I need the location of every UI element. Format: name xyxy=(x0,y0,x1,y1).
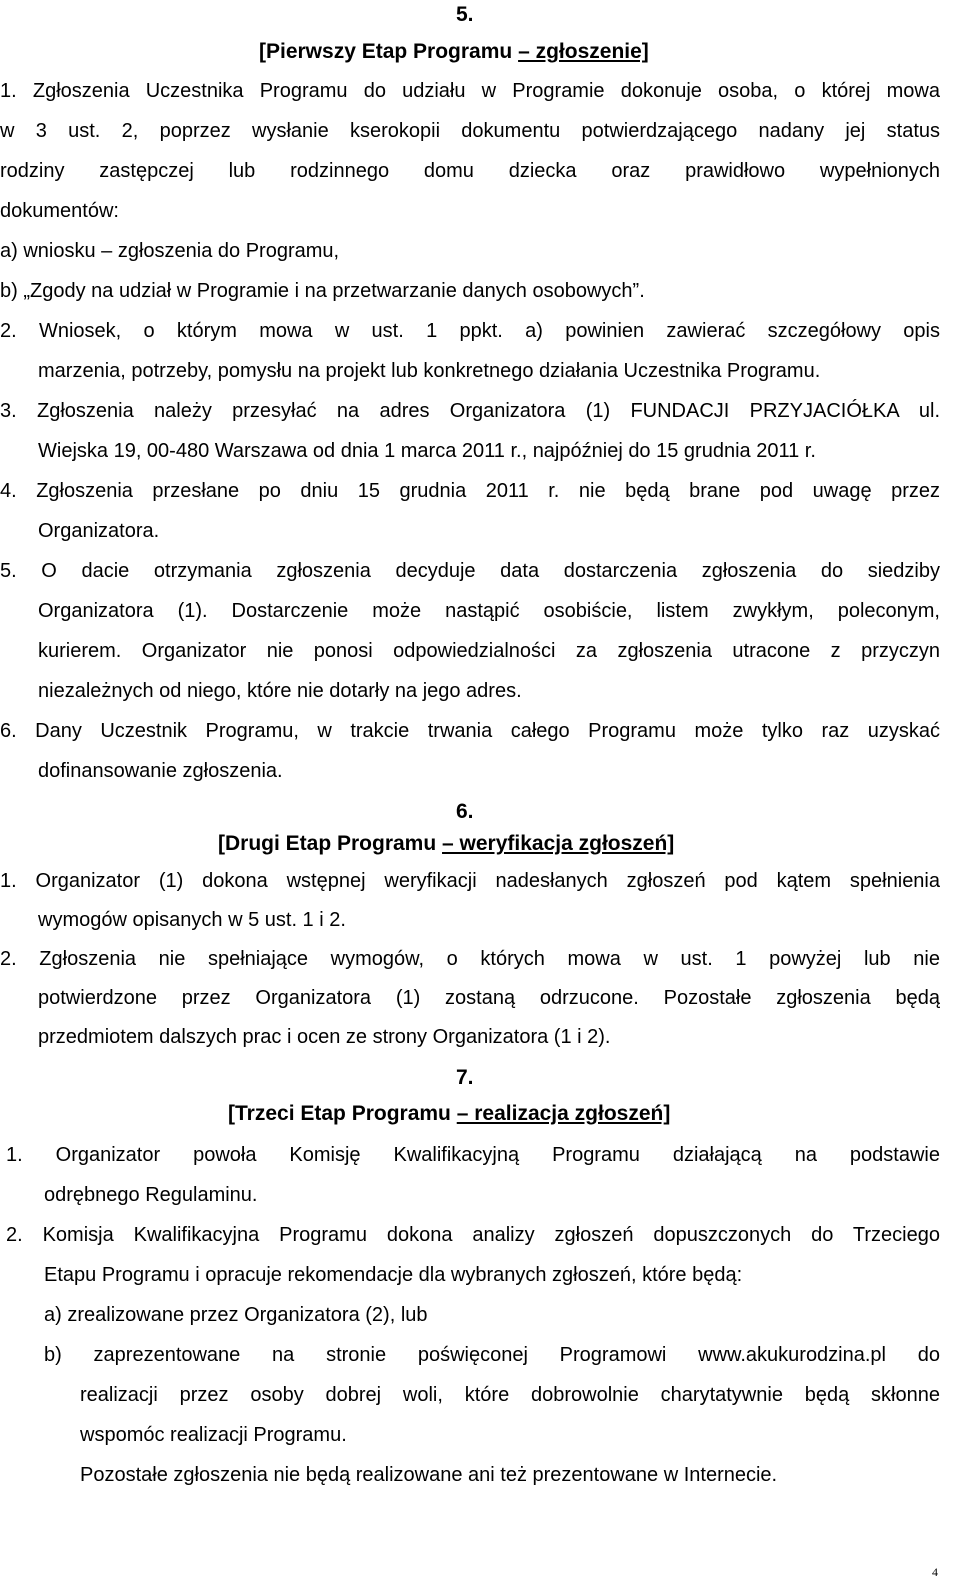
s6-p1-line2: wymogów opisanych w 5 ust. 1 i 2. xyxy=(38,909,346,931)
section-7-title xyxy=(228,1103,670,1124)
s5-p4-line2: Organizatora. xyxy=(38,520,160,542)
s6-p2-line3: przedmiotem dalszych prac i ocen ze strony Organizatora (1 i 2). xyxy=(38,1026,611,1048)
s7-p2-closing: Pozostałe zgłoszenia nie będą realizowane ani też prezentowane w Internecie. xyxy=(80,1464,778,1486)
s5-p6-line1: 6. Dany Uczestnik Programu, w trakcie trwania całego Programu może tylko raz uzyskać xyxy=(0,720,940,742)
section-5-number: 5. xyxy=(456,3,474,26)
s7-p1-line1: 1. Organizator powoła Komisję Kwalifikacyjną Programu działającą na podstawie xyxy=(6,1144,940,1166)
section-7-number: 7. xyxy=(456,1066,474,1089)
section-6-title-lead: [Drugi Etap Programu xyxy=(218,832,443,855)
s7-p2-item-a: a) zrealizowane przez Organizatora (2), lub xyxy=(44,1304,428,1326)
s7-p1-line2: odrębnego Regulaminu. xyxy=(44,1184,258,1206)
s5-p5-line1: 5. O dacie otrzymania zgłoszenia decyduje data dostarczenia zgłoszenia do siedziby xyxy=(0,560,940,582)
s5-p3-line1: 3. Zgłoszenia należy przesyłać na adres Organizatora (1) FUNDACJI PRZYJACIÓŁKA ul. xyxy=(0,400,940,422)
s5-p1-line1: 1. Zgłoszenia Uczestnika Programu do udziału w Programie dokonuje osoba, o której mowa xyxy=(0,80,940,102)
s5-p1-item-a: a) wniosku – zgłoszenia do Programu, xyxy=(0,240,340,262)
s5-p5-line2: Organizatora (1). Dostarczenie może nastąpić osobiście, listem zwykłym, poleconym, xyxy=(38,600,940,622)
section-7-title-lead: [Trzeci Etap Programu xyxy=(228,1102,457,1125)
section-6-title xyxy=(218,833,674,854)
s6-p1-line1: 1. Organizator (1) dokona wstępnej weryfikacji nadesłanych zgłoszeń pod kątem spełnienia xyxy=(0,870,940,892)
s5-p4-line1: 4. Zgłoszenia przesłane po dniu 15 grudnia 2011 r. nie będą brane pod uwagę przez xyxy=(0,480,940,502)
s5-p3-line2: Wiejska 19, 00-480 Warszawa od dnia 1 marca 2011 r., najpóźniej do 15 grudnia 2011 r. xyxy=(38,440,816,462)
s5-p6-line2: dofinansowanie zgłoszenia. xyxy=(38,760,283,782)
s5-p1-line2: w 3 ust. 2, poprzez wysłanie kserokopii dokumentu potwierdzającego nadany jej status xyxy=(0,120,940,142)
s5-p2-line1: 2. Wniosek, o którym mowa w ust. 1 ppkt. a) powinien zawierać szczegółowy opis xyxy=(0,320,940,342)
s7-p2-item-b-line3: wspomóc realizacji Programu. xyxy=(80,1424,347,1446)
s5-p2-line2: marzenia, potrzeby, pomysłu na projekt lub konkretnego działania Uczestnika Programu. xyxy=(38,360,821,382)
page-number: 4 xyxy=(932,1565,938,1579)
section-6-title-underlined: – weryfikacja zgłoszeń] xyxy=(442,832,675,855)
s6-p2-line2: potwierdzone przez Organizatora (1) zostaną odrzucone. Pozostałe zgłoszenia będą xyxy=(38,987,940,1009)
s5-p1-line3: rodziny zastępczej lub rodzinnego domu dziecka oraz prawidłowo wypełnionych xyxy=(0,160,940,182)
s6-p2-line1: 2. Zgłoszenia nie spełniające wymogów, o których mowa w ust. 1 powyżej lub nie xyxy=(0,948,940,970)
section-5-title-underlined: – zgłoszenie] xyxy=(518,40,649,63)
s5-p5-line4: niezależnych od niego, które nie dotarły na jego adres. xyxy=(38,680,522,702)
section-5-title xyxy=(259,41,649,62)
s7-p2-line2: Etapu Programu i opracuje rekomendacje dla wybranych zgłoszeń, które będą: xyxy=(44,1264,743,1286)
s5-p1-item-b: b) „Zgody na udział w Programie i na przetwarzanie danych osobowych”. xyxy=(0,280,645,302)
section-6-number: 6. xyxy=(456,800,474,823)
s5-p5-line3: kurierem. Organizator nie ponosi odpowiedzialności za zgłoszenia utracone z przyczyn xyxy=(38,640,940,662)
s5-p1-line4: dokumentów: xyxy=(0,200,119,222)
section-5-title-lead: [Pierwszy Etap Programu xyxy=(259,40,519,63)
section-7-title-underlined: – realizacja zgłoszeń] xyxy=(456,1102,671,1125)
s7-p2-item-b-line1: b) zaprezentowane na stronie poświęconej Programowi www.akukurodzina.pl do xyxy=(44,1344,940,1366)
s7-p2-line1: 2. Komisja Kwalifikacyjna Programu dokona analizy zgłoszeń dopuszczonych do Trzeciego xyxy=(6,1224,940,1246)
s7-p2-item-b-line2: realizacji przez osoby dobrej woli, które dobrowolnie charytatywnie będą skłonne xyxy=(80,1384,940,1406)
